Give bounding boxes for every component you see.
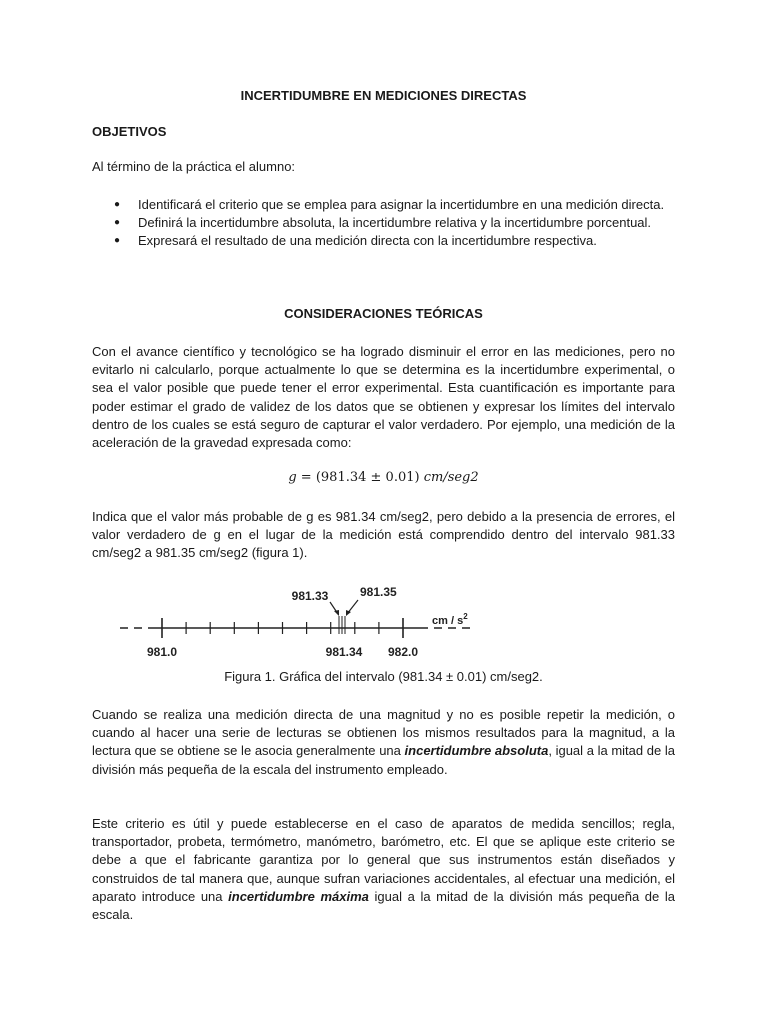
emphasis-absolute-uncertainty: incertidumbre absoluta bbox=[404, 743, 549, 759]
equation-value: (981.34 ± 0.01) bbox=[315, 470, 424, 485]
label-start: 981.0 bbox=[146, 645, 178, 659]
theory-paragraph-3 bbox=[92, 706, 675, 779]
arrow-high-head bbox=[346, 610, 351, 616]
label-mid: 981.34 bbox=[325, 645, 363, 659]
unit-label bbox=[432, 612, 468, 627]
equation-operator: = bbox=[296, 470, 316, 485]
intro-text: Al término de la práctica el alumno: bbox=[92, 159, 296, 174]
paragraph-text: Cuando se realiza una medición directa de una magnitud y no es posible repetir la medición, o cuando al hacer una serie de lecturas se obtienen los mismos resultados para la magnitud, a la lectura que se obtiene se le asocia generalmente una bbox=[92, 707, 675, 759]
list-item-text: Expresará el resultado de una medición directa con la incertidumbre respectiva. bbox=[138, 233, 597, 249]
list-item bbox=[92, 196, 675, 214]
paragraph-text: igual a la mitad de la división más pequeña de la escala. bbox=[92, 888, 676, 923]
bullet-icon: ● bbox=[114, 235, 121, 247]
paragraph-text: Este criterio es útil y puede establecerse en el caso de aparatos de medida sencillos; regla, transportador, probeta, termómetro, manómetro, barómetro, etc. El que se aplique este criterio se debe a que el fabricante garantiza por lo general que sus instrumentos están diseñados y construidos de tal manera que, aunque sufran variaciones accidentales, al efectuar una medición, el aparato introduce una bbox=[92, 816, 675, 904]
interval-figure bbox=[120, 584, 472, 662]
bullet-icon: ● bbox=[114, 199, 121, 210]
list-item-text: Definirá la incertidumbre absoluta, la incertidumbre relativa y la incertidumbre porcentual. bbox=[138, 215, 652, 231]
theory-heading: CONSIDERACIONES TEÓRICAS bbox=[284, 306, 483, 321]
paragraph-text: , igual a la mitad de la división más pequeña de la escala del instrumento empleado. bbox=[92, 743, 676, 777]
document-title: INCERTIDUMBRE EN MEDICIONES DIRECTAS bbox=[240, 88, 527, 103]
objectives-heading: OBJETIVOS bbox=[92, 124, 167, 139]
figure-caption: Figura 1. Gráfica del intervalo (981.34 ± 0.01) cm/seg2. bbox=[224, 669, 543, 684]
equation-unit: cm/seg2 bbox=[423, 470, 479, 485]
emphasis-max-uncertainty: incertidumbre máxima bbox=[228, 888, 369, 904]
document-page bbox=[92, 0, 675, 1024]
unit-text: cm / s bbox=[432, 615, 464, 627]
theory-paragraph-2: Indica que el valor más probable de g es 981.34 cm/seg2, pero debido a la presencia de errores, el valor verdadero de g en el lugar de la medición está comprendido dentro del intervalo 981.33 cm/seg2 a 981.35 cm/seg2 (figura 1). bbox=[92, 509, 675, 561]
label-low: 981.33 bbox=[291, 589, 329, 603]
list-item bbox=[92, 232, 675, 250]
theory-paragraph-4 bbox=[92, 815, 675, 924]
equation-variable: g bbox=[288, 470, 297, 485]
gravity-equation bbox=[92, 469, 675, 487]
bullet-icon: ● bbox=[114, 217, 121, 229]
label-high: 981.35 bbox=[360, 585, 397, 599]
objectives-list bbox=[92, 196, 675, 251]
arrow-low-head bbox=[334, 610, 339, 616]
list-item bbox=[92, 214, 675, 232]
theory-paragraph-1: Con el avance científico y tecnológico se ha logrado disminuir el error en las mediciones, pero no evitarlo ni calcularlo, porque actualmente lo que se determina es la incertidumbre experimental, o sea el valor posible que puede tener el error experimental. Esta cuantificación es importante para poder estimar el grado de validez de los datos que se obtienen y expresar los límites del intervalo dentro de los cuales se está seguro de capturar el valor verdadero. Por ejemplo, una medición de la aceleración de la gravedad expresada como: bbox=[92, 344, 675, 451]
label-end: 982.0 bbox=[387, 645, 419, 659]
unit-exponent: 2 bbox=[463, 612, 468, 621]
list-item-text: Identificará el criterio que se emplea para asignar la incertidumbre en una medición directa. bbox=[138, 197, 665, 212]
